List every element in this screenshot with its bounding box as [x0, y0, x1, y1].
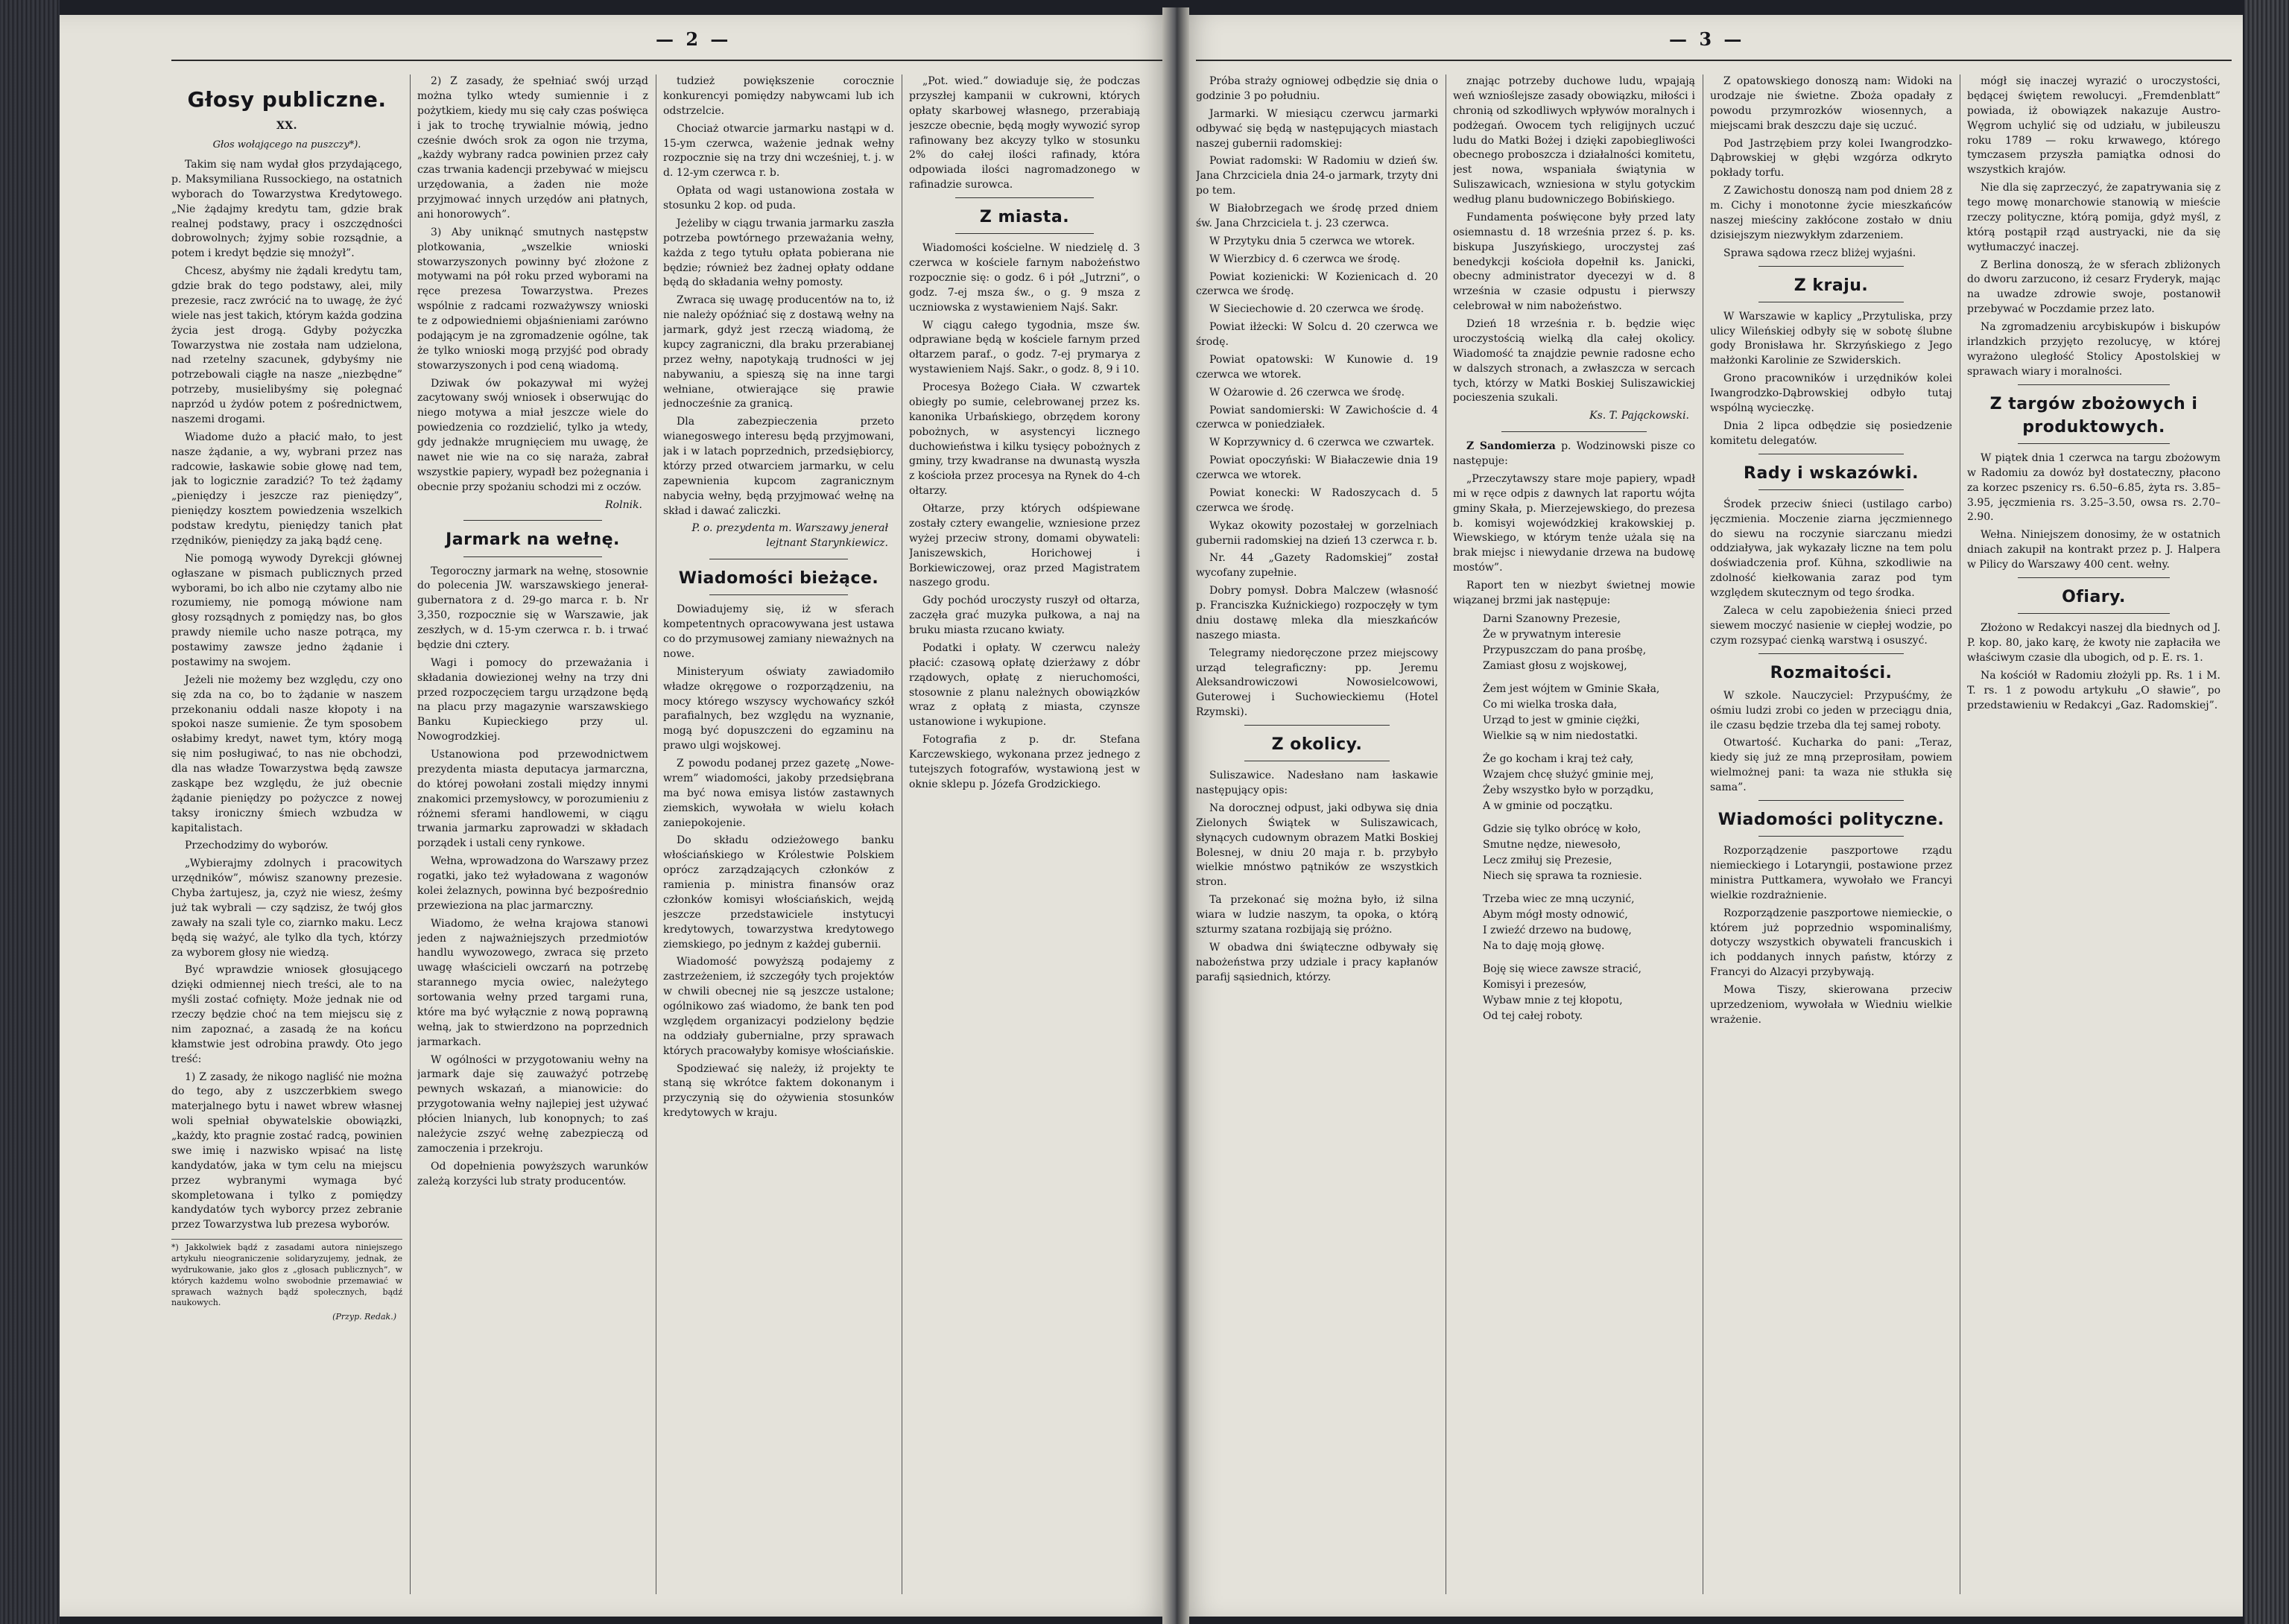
paragraph: Nie pomogą wywody Dyrekcji głównej ogłaszane w pismach publicznych przed wyborami, bo ich albo nie czytamy albo nie rozumiemy, nie pomogą mówione nam głosy rozsądnych z pomiędzy nas, bo głos prawdy niemile ucho nasze potrąca, my postawimy zawsze jedno żądanie i postawimy na swojem. — [171, 552, 402, 668]
paragraph: Chcesz, abyśmy nie żądali kredytu tam, gdzie brak do tego podstawy, alei, mily prezesie, racz zwrócić na to uwagę, że żyć wiele nas jest takich, którym każda godzina życia jest drogą. Gdyby pożyczka Towarzystwa nie została nam udzielona, nad rzetelny szacunek, gdybyśmy nie potrzebowali ciągłe na nasze „niezbędne” potrzeby, musielibyśmy się połegnać naprzód u żydów potem z pośrednictwem, naszemi drogami. — [171, 265, 402, 425]
poem-line: Darni Szanowny Prezesie, — [1483, 612, 1621, 625]
poem-line: Niech się sprawa ta rozniesie. — [1483, 869, 1642, 882]
poem-line: Lecz zmiłuj się Prezesie, — [1483, 854, 1612, 866]
poem-line: Że go kocham i kraj też cały, — [1483, 752, 1634, 765]
section-title: Głosy publiczne. — [187, 87, 387, 112]
paragraph: Na kościół w Radomiu złożyli pp. Rs. 1 i M. T. rs. 1 z powodu artykułu „O sławie”, po przedstawieniu w Redakcyi „Gaz. Radomskiej”. — [1967, 669, 2220, 711]
paragraph: Powiat sandomierski: W Zawichoście d. 4 czerwca w poniedziałek. — [1196, 404, 1438, 431]
poem-line: Boję się wiece zawsze stracić, — [1483, 962, 1641, 975]
footnote-sign: (Przyp. Redak.) — [332, 1312, 396, 1322]
signature: Ks. T. Pająckowski. — [1589, 410, 1689, 422]
paragraph: Dziwak ów pokazywał mi wyżej zacytowany swój wniosek i obserwując do niego motywa a miał jeszcze wiele do powiedzenia co rozdzielić, tylko ja wtedy, gdy jednakże mrugnięciem mu uwagę, że nawet nie wie na co się naraża, zabrał wszystkie papiery, wypadł bez pożegnania i obecnie przy spożaniu schodzi mi z oczów. — [417, 377, 648, 493]
paragraph: Raport ten w niezbyt świetnej mowie wiązanej brzmi jak następuje: — [1453, 580, 1695, 606]
paragraph: W ciągu całego tygodnia, msze św. odprawiane będą w kościele farnym przed ołtarzem paraf., o godz. 7-ej prymarya z wystawieniem Najś. Sakr., o godz. 8, 9 i 10. — [909, 319, 1140, 376]
title-rule — [955, 197, 1094, 198]
paragraph: W obadwa dni świąteczne odbywały się nabożeństwa przy udziale i pracy kapłanów parafij sąsiednich, którzy. — [1196, 941, 1438, 983]
paragraph: tudzież powiększenie corocznie konkurencyi pomiędzy nabywcami lub ich odstrzelcie. — [663, 75, 894, 117]
paragraph: Z powodu podanej przez gazetę „Nowe-wrem” wiadomości, jakoby przedsiębrana ma być nowa emisya listów zastawnych ziemskich, wywołała w wielu kołach zaniepokojenie. — [663, 758, 894, 829]
poem-line: Urząd to jest w gminie ciężki, — [1483, 714, 1640, 726]
paragraph: Wiadomości kościelne. W niedzielę d. 3 czerwca w kościele farnym nabożeństwo rozpocznie się: o godz. 6 i pół „Jutrzni”, o godz. 7-ej msza św., o g. 9 msza z uczniowska z wystawieniem Najś. Sakr. — [909, 242, 1140, 314]
paragraph: Powiat opatowski: W Kunowie d. 19 czerwca we wtorek. — [1196, 353, 1438, 381]
title-rule — [1244, 725, 1390, 726]
paragraph: Nie dla się zaprzeczyć, że zapatrywania się z tego mowę monarchowie stanowią w mieście rzeczy polityczne, którą pomija, gdyż myśl, z którą postąpił rząd austryacki, nie da się wytłumaczyć inaczej. — [1967, 182, 2220, 253]
title-rule — [2018, 577, 2170, 578]
title-rule — [1758, 266, 1904, 267]
footnote — [171, 1239, 402, 1323]
title-rule — [1501, 431, 1647, 432]
column-3 — [1710, 74, 1952, 1602]
paragraph: W piątek dnia 1 czerwca na targu zbożowym w Radomiu za dowóz był dostateczny, płacono za korzec pszenicy rs. 6.50–6.85, żyta rs. 3.85–3.95, jęczmienia rs. 3.25–3.50, owsa rs. 2.70–2.90. — [1967, 451, 2220, 524]
title-rule — [2018, 384, 2170, 385]
paragraph: Fundamenta poświęcone były przed laty osiemnastu d. 18 września przez ś. p. ks. biskupa Juszyńskiego, uroczystej zaś benedykcji kościoła dopełnił ks. Janicki, obecny administrator dyecezyi w d. 8 września w czasie odpustu i pierwszy celebrował w nim nabożeństwo. — [1453, 211, 1695, 313]
paragraph: Wagi i pomocy do przeważania i składania dowiezionej wełny na trzy dni przed rozpoczęciem targu urządzone będą na placu przy magazynie warszawskiego Banku Kupieckiego przy ul. Nowogrodzkiej. — [417, 656, 648, 743]
paragraph: 3) Aby uniknąć smutnych następstw plotkowania, „wszelkie wnioski stowarzyszonych powinny być złożone z motywami na pół roku przed wyborami na ręce prezesa Towarzystwa. Prezes wspólnie z radcami rozważywszy wnioski te z odpowiedniemi objaśnieniami zarówno podającym je na zgromadzenie ogólne, tak że tylko wnioski mogą przyjść pod obrady stowarzyszonych i pod ceną wiadomą. — [417, 226, 648, 372]
paragraph: Wełna, wprowadzona do Warszawy przez rogatki, jako też wyładowana z wagonów kolei żelaznych, powinna być bezpośrednio przewieziona na plac jarmarczny. — [417, 855, 648, 912]
section-intro: p. Wodzinowski pisze co następuje: — [1453, 440, 1695, 467]
poem-line: Co mi wielka troska dała, — [1483, 698, 1618, 711]
footnote-text: *) Jakkolwiek bądź z zasadami autora niniejszego artykułu nieograniczenie solidaryzujemy, jednak, że wydrukowanie, jako głos z „głosach publicznych”, w których każdemu wolno swobodnie przemawiać w sprawach ważnych bądź społecznych, bądź naukowych. — [171, 1243, 402, 1308]
column-2 — [417, 74, 648, 1602]
paragraph: Na dorocznej odpust, jaki odbywa się dnia Zielonych Świątek w Suliszawicach, słynących cudownym obrazem Matki Boskiej Bolesnej, w dniu 20 maja r. b. przybyło wielkie mnóstwo pątników ze wszystkich stron. — [1196, 802, 1438, 889]
paragraph: Mowa Tiszy, skierowana przeciw uprzedzeniom, wywołała w Wiedniu wielkie wrażenie. — [1710, 984, 1952, 1026]
paragraph: Suliszawice. Nadesłano nam łaskawie następujący opis: — [1196, 770, 1438, 797]
paragraph: W Ożarowie d. 26 czerwca we środę. — [1209, 386, 1405, 399]
paragraph: Powiat opoczyński: W Białaczewie dnia 19 czerwca we wtorek. — [1196, 454, 1438, 481]
title-rule — [2018, 613, 2170, 614]
header-rule — [171, 60, 1162, 61]
poem-line: Od tej całej roboty. — [1483, 1009, 1583, 1022]
column-4 — [1967, 74, 2220, 1602]
stanza — [1483, 682, 1695, 744]
paragraph: Jeżeliby w ciągu trwania jarmarku zaszła potrzeba powtórnego przeważania wełny, każda z tego tytułu opłata pobierana nie będzie; również bez żadnej opłaty oddane będą do składania wełny pomosty. — [663, 217, 894, 289]
paragraph: Jeżeli nie możemy bez względu, czy ono się zda na co, bo to żądanie w naszem przekonaniu oddali nasze kłopoty i na spokoi nasze sumienie. Że tym sposobem osłabimy kredyt, nawet tym, który mogą się nim posługiwać, to nas nie obchodzi, dla nas władze Towarzystwa będą zawsze zaskąpe bez względu, że już obecnie żądanie pieniędzy po pożyczce z nowej taksy ironiczny śmiech wzbudza w kapitalistach. — [171, 673, 402, 834]
paragraph: W szkole. Nauczyciel: Przypuśćmy, że ośmiu ludzi zrobi co jeden w przeciągu dnia, ile czasu będzie trzeba dla tej samej roboty. — [1710, 689, 1952, 732]
header-rule — [1196, 60, 2232, 61]
poem-line: Smutne nędze, niewesoło, — [1483, 838, 1621, 851]
paragraph: Tegoroczny jarmark na wełnę, stosownie do polecenia JW. warszawskiego jenerał-gubernatora z d. 29-go marca r. b. Nr 3,350, rozpocznie się w Warszawie, jak zeszłych, w d. 15-ym czerwca r. b. i trwać będzie dni cztery. — [417, 565, 648, 651]
paragraph: Dzień 18 września r. b. będzie więc uroczystością wielką dla całej okolicy. Wiadomość ta znajdzie pewnie radosne echo w dalszych stronach, a zwłaszcza w sercach tych, którzy w Matki Boskiej Suliszawickiej pocieszenia szukali. — [1453, 318, 1695, 405]
paragraph: Powiat radomski: W Radomiu w dzień św. Jana Chrzciciela dnia 24-o jarmark, trzyty dni po tem. — [1196, 155, 1438, 197]
section-lead: Z Sandomierza — [1466, 440, 1556, 453]
column-2 — [1453, 74, 1695, 1602]
page-number: — 3 — — [1669, 28, 1745, 50]
paragraph: Ministeryum oświaty zawiadomiło władze okręgowe o rozporządzeniu, na mocy którego wszyscy wychowańcy szkół parafialnych, bez względu na wyznanie, mogą być dopuszczeni do egzaminu na prawo ulgi wojskowej. — [663, 665, 894, 752]
book-edge-left — [0, 0, 60, 1624]
title-rule — [2018, 443, 2170, 444]
paragraph: Od dopełnienia powyższych warunków zależą korzyści lub straty producentów. — [417, 1160, 648, 1187]
section-title: Z targów zbożowych i produktowych. — [1989, 394, 2198, 437]
paragraph: Fotografia z p. dr. Stefana Karczewskiego, wykonana przez jednego z tutejszych fotografów, wystawioną jest w oknie sklepu p. Józefa Grodzickiego. — [909, 734, 1140, 790]
paragraph: Wiadomość powyższą podajemy z zastrzeżeniem, iż szczegóły tych projektów w chwili obecnej nie są jeszcze ustalone; ogólnikowo zaś wiadomo, że bank ten pod względem organizacyi podzielony będzie na oddziały gubernialne, przy sprawach których pracowałyby komisye włościańskie. — [663, 956, 894, 1057]
poem-line: Przypuszczam do pana prośbę, — [1483, 644, 1650, 656]
section-title: Rozmaitości. — [1770, 663, 1893, 682]
poem-line: Trzeba wiec ze mną uczynić, — [1483, 892, 1635, 905]
paragraph: Wełna. Niniejszem donosimy, że w ostatnich dniach zakupił na kontrakt przez p. J. Halpera w Pilicy do Warszawy 400 cent. wełny. — [1967, 529, 2220, 571]
paragraph: Zwraca się uwagę producentów na to, iż nie należy opóźniać się z dostawą wełny na jarmark, gdyż jest rzeczą wiadomą, że kupcy zagraniczni, dla braku przerabianej przez wełny, napotykają trudności w jej nabywaniu, a spieszą się na inne targi wełniane, otwierające się prawie jednocześnie za granicą. — [663, 294, 894, 410]
paragraph: „Przeczytawszy stare moje papiery, wpadł mi w ręce odpis z dawnych lat raportu wójta gminy Skała, p. Mierzejewskiego, do prezesa b. komisyi wojewódzkiej krakowskiej p. Wiewskiego, w którym tenże użala się na brak miejsc i niewydanie drzewa na budowę mostów”. — [1453, 472, 1695, 574]
paragraph: Z Berlina donoszą, że w sferach zbliżonych do dworu zarzucono, iż cesarz Fryderyk, mając na uwadze zdrowie swoje, postanowił przebywać w Poczdamie przez lato. — [1967, 258, 2220, 316]
section-number: XX. — [276, 119, 298, 132]
paragraph: Pod Jastrzębiem przy kolei Iwangrodzko-Dąbrowskiej w głębi wzgórza odkryto pokłady torfu. — [1710, 137, 1952, 180]
left-page — [60, 15, 1170, 1617]
poem-line: Zamiast głosu z wojskowej, — [1483, 659, 1627, 672]
book-edge-right — [2244, 0, 2289, 1624]
paragraph: Powiat kozienicki: W Kozienicach d. 20 czerwca we środę. — [1196, 270, 1438, 298]
poem-line: Gdzie się tylko obrócę w koło, — [1483, 822, 1641, 835]
title-rule — [463, 520, 602, 521]
stanza — [1483, 822, 1695, 884]
paragraph: W ogólności w przygotowaniu wełny na jarmark daje się zauważyć potrzebę pewnych wskazań, a mianowicie: do przygotowania wełny najlepiej jest używać płócien lnianych, lub konopnych; to zaś należycie zszyć wełnę zabezpieczą od zamoczenia i przekroju. — [417, 1053, 648, 1155]
title-rule — [1758, 836, 1904, 837]
poem-line: Na to daję moją głowę. — [1483, 939, 1605, 952]
paragraph: W Wierzbicy d. 6 czerwca we środę. — [1209, 253, 1401, 265]
paragraph: W Przytyku dnia 5 czerwca we wtorek. — [1209, 235, 1415, 247]
paragraph: „Wybierajmy zdolnych i pracowitych urzędników”, mówisz szanowny prezesie. Chyba żartujesz, ja, czyż nie wiesz, żeśmy już tak wybrali — czy sądzisz, że twój głos zawały na szali tyle co, ziarnko maku. Lecz będą się ważyć, ale tylko dla tych, którzy za wyborem głosy nie wiedzą. — [171, 857, 402, 959]
paragraph: Rozporządzenie paszportowe rządu niemieckiego i Lotaryngii, postawione przez ministra Puttkamera, wywołało we Francyi wielkie rozdrażnienie. — [1710, 845, 1952, 901]
stanza — [1483, 892, 1695, 954]
paragraph: Być wprawdzie wniosek głosującego dzięki odmiennej niech treści, ale to na myśli zostać cofnięty. Może jednak nie od rzeczy będzie choć na tem miejscu się z nim zapoznać, a zasadą że na końcu kłamstwie jest odrobina prawdy. Oto jego treść: — [171, 964, 402, 1065]
section-title: Wiadomości bieżące. — [678, 569, 879, 589]
poem-line: Wzajem chcę służyć gminie mej, — [1483, 768, 1654, 781]
paragraph: Sprawa sądowa rzecz bliżej wyjaśni. — [1723, 247, 1916, 259]
paragraph: Wykaz okowity pozostałej w gorzelniach gubernii radomskiej na dzień 13 czerwca r. b. — [1196, 519, 1438, 547]
paragraph: Jarmarki. W miesiącu czerwcu jarmarki odbywać się będą w następujących miastach naszej gubernii radomskiej: — [1196, 107, 1438, 150]
paragraph: Powiat konecki: W Radoszycach d. 5 czerwca we środę. — [1196, 486, 1438, 514]
signature: P. o. prezydenta m. Warszawy jenerał lejtnant Starynkiewicz. — [691, 522, 888, 550]
paragraph: Procesya Bożego Ciała. W czwartek obiegły po sumie, celebrowanej przez ks. kanonika Urbańskiego, obrzędem korony pobożnych, w asystencyi licznego duchowieństwa i kilku tysięcy pobożnych z gminy, trzy kwadranse na dwunastą wyszła z kościoła przez procesya na Rynek do 4-ch ołtarzy. — [909, 381, 1140, 498]
title-rule — [1758, 653, 1904, 654]
section-title: Rady i wskazówki. — [1744, 463, 1919, 483]
paragraph: Powiat iłżecki: W Solcu d. 20 czerwca we środę. — [1196, 321, 1438, 348]
paragraph: Wiadome dużo a płacić mało, to jest nasze żądanie, a wy, wybrani przez nas radcowie, łaskawie sobie głowę nad tem, jak to logicznie zaradzić? To też żądamy „pieniędzy i jeszcze raz pieniędzy”, pieniędzy kosztem powiedzenia wszelkich podstaw kredytu, pieniędzy tanich płat rzędników, pieniędzy za jaką bądź cenę. — [171, 431, 402, 547]
poem-line: I zwieźć drzewo na budowę, — [1483, 924, 1632, 936]
paragraph: Rozporządzenie paszportowe niemieckie, o którem już poprzednio wspominaliśmy, dotyczy wszystkich obywateli francuskich i ich poddanych innych państw, którzy z Francyi do Alzacyi przybywają. — [1710, 907, 1952, 979]
paragraph: Na zgromadzeniu arcybiskupów i biskupów irlandzkich przyjęto rezolucyę, w której wyrażono uległość Stolicy Apostolskiej w sprawach wiary i moralności. — [1967, 321, 2220, 378]
column-4 — [909, 74, 1140, 1602]
paragraph: Telegramy niedoręczone przez miejscowy urząd telegraficzny: pp. Jeremu Aleksandrowiczowi Nowosielcowowi, Guterowej i Suchowieckiemu (Hotel Rzymski). — [1196, 647, 1438, 719]
paragraph: W Koprzywnicy d. 6 czerwca we czwartek. — [1209, 437, 1434, 449]
section-title: Z miasta. — [979, 208, 1070, 226]
column-separator — [410, 74, 411, 1594]
paragraph: mógł się inaczej wyrazić o uroczystości, będącej świętem rewolucyi. „Fremdenblatt” powiada, iż obowiązek nakazuje Austro-Węgrom uchylić się od udziału, w jubileuszu roku 1789 — roku krwawego, którego tymczasem przyszła pamiątka odnosi do wszystkich krajów. — [1967, 75, 2220, 177]
poem — [1453, 612, 1695, 1024]
paragraph: Nr. 44 „Gazety Radomskiej” został wycofany zupełnie. — [1196, 552, 1438, 580]
paragraph: Środek przeciw śnieci (ustilago carbo) jęczmienia. Moczenie ziarna jęczmiennego do siewu na roczynie siarczanu miedzi oddziaływa, jak wykazały liczne na tem polu doświadczenia prof. Kühna, szkodliwie na zdolność kiełkowania zaraz pod tym względem skutecznym od tego środka. — [1710, 498, 1952, 600]
signature: Rolnik. — [605, 498, 642, 511]
paragraph — [1453, 440, 1695, 469]
paragraph: Ustanowiona pod przewodnictwem prezydenta miasta deputacya jarmarczna, do której powołani zostali między innymi znakomici przemysłowcy, w porozumieniu z różnemi sferami handlowemi, w ciągu trwania jarmarku zaprowadzi w składach porządek i ustali ceny rynkowe. — [417, 749, 648, 850]
section-title: Z okolicy. — [1271, 735, 1363, 754]
paragraph: Dnia 2 lipca odbędzie się posiedzenie komitetu delegatów. — [1710, 419, 1952, 447]
paragraph: Z opatowskiego donoszą nam: Widoki na urodzaje nie świetne. Zboża opadały z powodu przymrozków wiosennych, a miejscami brak deszczu daje się uczuć. — [1710, 75, 1952, 132]
paragraph: Spodziewać się należy, iż projekty te staną się wkrótce faktem dokonanym i przyczynią się do ożywienia stosunków kredytowych w kraju. — [663, 1062, 894, 1120]
paragraph: Grono pracowników i urzędników kolei Iwangrodzko-Dąbrowskiej odbyło tutaj wspólną wycieczkę. — [1710, 372, 1952, 414]
column-1 — [171, 74, 402, 1602]
poem-line: Żeby wszystko było w porządku, — [1483, 784, 1654, 796]
paragraph: znając potrzeby duchowe ludu, wpajają weń wznioślejsze zasady obowiązku, miłości i chronią od szkodliwych wpływów moralnych i podżegań. Owocem tych religijnych uczuć ludu do Matki Bożej i dzięki zapobiegliwości obecnego proboszcza i działalności komitetu, jest nowa, wspaniała świątynia w Suliszawicach, wzniesiona w stylu gotyckim według planu budowniczego Bobińskiego. — [1453, 75, 1695, 206]
paragraph: „Pot. wied.” dowiaduje się, że podczas przyszłej kampanii w cukrowni, których opłaty skarbowej własnego, przerabiają jeszcze obecnie, będą mogły wywozić syrop rafinowany bez akcyzy tylko w stosunku 2% do całej ilości rafinady, która odpowiada ilości nagromadzonego w rafinadzie surowca. — [909, 75, 1140, 191]
title-rule — [463, 556, 602, 557]
paragraph: Gdy pochód uroczysty ruszył od ołtarza, zaczęła grać muzyka pułkowa, a naj na bruku miasta rzucano kwiaty. — [909, 594, 1140, 637]
poem-line: Że w prywatnym interesie — [1483, 628, 1621, 641]
paragraph: Próba straży ogniowej odbędzie się dnia o godzinie 3 po południu. — [1196, 75, 1438, 102]
poem-line: Żem jest wójtem w Gminie Skała, — [1483, 682, 1660, 695]
paragraph: Zaleca w celu zapobieżenia śnieci przed siewem moczyć nasienie w ciepłej wodzie, po czym rozsypać cienką warstwą i osuszyć. — [1710, 604, 1952, 647]
paragraph: 1) Z zasady, że nikogo nagliść nie można do tego, aby z uszczerbkiem swego materjalnego bytu i nawet wbrew własnej woli spełniał obywatelskie obowiązki, „każdy, kto pragnie zostać radcą, powinien swe imię i nazwisko wpisać na listę kandydatów, jaka w tym celu na miejscu przez wybranymi wymaga być skompletowana i tylko z pomiędzy kandydatów tych wyborcy przez zebranie przez Towarzystwa lub prezesa wyborów. — [171, 1070, 402, 1231]
paragraph: Złożono w Redakcyi naszej dla biednych od J. P. kop. 80, jako karę, że kwoty nie zapłaciła we właściwym czasie dla ubogich, od p. E. rs. 1. — [1967, 622, 2220, 664]
paragraph: Takim się nam wydał głos przydającego, p. Maksymiliana Russockiego, na ostatnich wyborach do Towarzystwa Kredytowego. „Nie żądajmy kredytu tam, gdzie brak realnej podstawy, pracy i oszczędności dobrowolnych; żyjmy sobie rozsądnie, a potem i kredyt będzie się mnożył”. — [171, 159, 402, 260]
paragraph: W Sieciechowie d. 20 czerwca we środę. — [1209, 303, 1424, 316]
paragraph: Przechodzimy do wyborów. — [185, 840, 329, 852]
paragraph: Dowiadujemy się, iż w sferach kompetentnych opracowywana jest ustawa co do przymusowej zamiany nieważnych na nowe. — [663, 603, 894, 660]
poem-line: A w gminie od początku. — [1483, 799, 1613, 812]
column-1 — [1196, 74, 1438, 1602]
paragraph: Ta przekonać się można było, iż silna wiara w ludzie naszym, ta opoka, o którą szturmy szatana rozbijają się próżno. — [1196, 894, 1438, 936]
poem-line: Komisyi i prezesów, — [1483, 978, 1587, 991]
title-rule — [709, 594, 848, 595]
book-gutter — [1162, 7, 1189, 1624]
paragraph: Chociaż otwarcie jarmarku nastąpi w d. 15-ym czerwca, ważenie jednak wełny rozpocznie się na trzy dni wcześniej, t. j. w d. 12-ym czerwca r. b. — [663, 122, 894, 180]
page-number: — 2 — — [656, 28, 732, 50]
paragraph: Wiadomo, że wełna krajowa stanowi jeden z najważniejszych przedmiotów handlu wywozowego, zwraca się przeto uwagę właścicieli owczarń na potrzebę starannego mycia owiec, należytego sortowania wełny przed targami runa, które ma być wyłącznie z nową poprawną wełną, jak to stwierdzono na poprzednich jarmarkach. — [417, 917, 648, 1048]
poem-line: Wybaw mnie z tej kłopotu, — [1483, 994, 1623, 1006]
section-title: Z kraju. — [1793, 276, 1869, 295]
column-3 — [663, 74, 894, 1602]
section-title: Wiadomości polityczne. — [1717, 810, 1945, 829]
title-rule — [955, 233, 1094, 234]
paragraph: Do składu odzieżowego banku włościańskiego w Królestwie Polskiem oprócz zarządzających członków z ramienia p. ministra finansów oraz członków komisyi włościańskich, wejdą jeszcze przedstawiciele instytucyi kredytowych, towarzystwa kredytowego ziemskiego, po jednym z każdej gubernii. — [663, 834, 894, 951]
right-page — [1181, 15, 2243, 1617]
stanza — [1483, 612, 1695, 674]
paragraph: W Białobrzegach we środę przed dniem św. Jana Chrzciciela t. j. 23 czerwca. — [1196, 203, 1438, 229]
stanza — [1483, 752, 1695, 814]
paragraph: Opłata od wagi ustanowiona została w stosunku 2 kop. od puda. — [663, 185, 894, 212]
poem-line: Abym mógł mosty odnowić, — [1483, 908, 1628, 921]
byline: Głos wołającego na puszczy*). — [212, 139, 361, 150]
paragraph: Dla zabezpieczenia przeto wianegoswego interesu będą przyjmowani, jak i w latach poprzednich, przedsiębiorcy, którzy przed otwarciem jarmarku, w celu zapewnienia kupcom zagranicznym nabycia wełny, będą przyjmować wełnę na skład i dawać zaliczki. — [663, 416, 894, 517]
paragraph: Dobry pomysł. Dobra Malczew (własność p. Franciszka Kuźnickiego) rozpoczęły w tym dniu dostawę mleka dla mieszkańców naszego miasta. — [1196, 585, 1438, 641]
paragraph: Z Zawichostu donoszą nam pod dniem 28 z m. Cichy i monotonne życie mieszkańców naszej mieściny zakłócone zostało w dniu dzisiejszym niezwykłym zdarzeniem. — [1710, 185, 1952, 241]
section-title: Ofiary. — [2062, 587, 2126, 606]
title-rule — [1758, 800, 1904, 801]
paragraph: Podatki i opłaty. W czerwcu należy płacić: czasową opłatę dzierżawy z dóbr rządowych, opłatę z nieruchomości, stosownie z planu należnych obowiązków wraz z opłatą z miasta, czynsze ustanowione i wykupione. — [909, 641, 1140, 729]
stanza — [1483, 962, 1695, 1024]
poem-line: Wielkie są w nim niedostatki. — [1483, 729, 1639, 742]
paragraph: Ołtarze, przy których odśpiewane zostały cztery ewangelie, wzniesione przez wyżej przeciw strony, domami obywateli: Janiszewskich, Horichowej i Borkiewiczowej, oraz przed Magistratem naszego grodu. — [909, 503, 1140, 589]
section-title: Jarmark na wełnę. — [446, 530, 620, 550]
paragraph: W Warszawie w kaplicy „Przytuliska, przy ulicy Wileńskiej odbyły się w sobotę ślubne gody Bronisława hr. Skrzyńskiego z Jego małżonki Karolinie ze Szwiderskich. — [1710, 310, 1952, 367]
title-rule — [1758, 489, 1904, 490]
paragraph: Otwartość. Kucharka do pani: „Teraz, kiedy się już ze mną przeprosiłam, powiem wielmożnej pani: ta waza nie stłukła się sama”. — [1710, 737, 1952, 794]
paragraph: 2) Z zasady, że spełniać swój urząd można tylko wtedy sumiennie i z pożytkiem, kiedy mu się cały czas poświęca i jak to trochę trywialnie mówią, jedno cześnie dwóch srok za ogon nie trzyma, „każdy wybrany radca powinien przez cały czas trwania kadencji przebywać w miejscu urzędowania, a żaden nie może przyjmować innych urzędów ani płatnych, ani honorowych”. — [417, 75, 648, 221]
